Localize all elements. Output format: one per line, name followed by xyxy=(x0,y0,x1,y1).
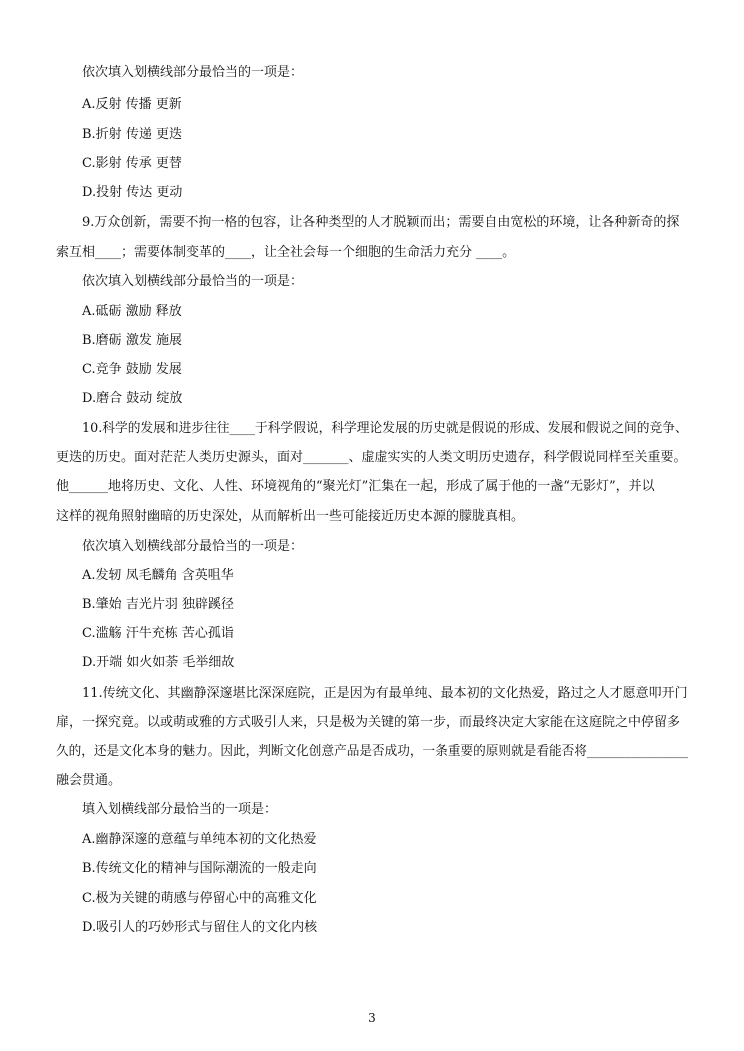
option-d: D.磨合 鼓动 绽放 xyxy=(82,391,183,406)
option-a: A.反射 传播 更新 xyxy=(82,97,182,112)
question-10-text: 10.科学的发展和进步往往____于科学假说，科学理论发展的历史就是假说的形成、发展和假说之间的竞争、 xyxy=(82,421,688,436)
option-c: C.影射 传承 更替 xyxy=(82,156,182,171)
question-prompt: 填入划横线部分最恰当的一项是： xyxy=(82,802,278,817)
question-11-text: 11.传统文化、其幽静深邃堪比深深庭院，正是因为有最单纯、最本初的文化热爱，路过之人才愿意叩开门 xyxy=(82,686,688,701)
question-9-text: 9.万众创新，需要不拘一格的包容，让各种类型的人才脱颖而出；需要自由宽松的环境，让各种新奇的探 xyxy=(82,215,680,230)
page-number: 3 xyxy=(368,1011,376,1025)
option-c: C.滥觞 汗牛充栋 苦心孤诣 xyxy=(82,626,234,641)
option-b: B.磨砺 激发 施展 xyxy=(82,333,182,348)
question-prompt: 依次填入划横线部分最恰当的一项是： xyxy=(82,274,304,289)
option-d: D.吸引人的巧妙形式与留住人的文化内核 xyxy=(82,920,318,935)
question-11-text: 久的，还是文化本身的魅力。因此，判断文化创意产品是否成功，一条重要的原则就是看能否将________________ xyxy=(56,744,689,759)
option-d: D.开端 如火如荼 毛举细故 xyxy=(82,655,235,670)
option-b: B.折射 传递 更迭 xyxy=(82,127,182,142)
question-11-text: 扉，一探究竟。以或萌或雅的方式吸引人来，只是极为关键的第一步，而最终决定大家能在这庭院之中停留多 xyxy=(56,715,681,730)
question-9-text: 索互相____；需要体制变革的____，让全社会每一个细胞的生命活力充分 ____。 xyxy=(56,245,516,260)
question-prompt: 依次填入划横线部分最恰当的一项是： xyxy=(82,65,304,80)
option-a: A.幽静深邃的意蕴与单纯本初的文化热爱 xyxy=(82,832,317,847)
question-10-text: 他______地将历史、文化、人性、环境视角的“聚光灯”汇集在一起，形成了属于他的一盏“无影灯”，并以 xyxy=(56,479,655,494)
question-10-text: 更迭的历史。面对茫茫人类历史源头，面对_______、虚虚实实的人类文明历史遗存，科学假说同样至关重要。 xyxy=(56,450,687,465)
option-d: D.投射 传达 更动 xyxy=(82,185,183,200)
question-10-text: 这样的视角照射幽暗的历史深处，从而解析出一些可能接近历史本源的朦胧真相。 xyxy=(56,509,525,524)
question-prompt: 依次填入划横线部分最恰当的一项是： xyxy=(82,539,304,554)
question-11-text: 融会贯通。 xyxy=(56,773,122,788)
option-b: B.传统文化的精神与国际潮流的一般走向 xyxy=(82,861,317,876)
option-a: A.砥砺 激励 释放 xyxy=(82,304,182,319)
option-c: C.竞争 鼓励 发展 xyxy=(82,362,182,377)
option-c: C.极为关键的萌感与停留心中的高雅文化 xyxy=(82,891,317,906)
option-b: B.肇始 吉光片羽 独辟蹊径 xyxy=(82,597,234,612)
option-a: A.发轫 凤毛麟角 含英咀华 xyxy=(82,568,234,583)
